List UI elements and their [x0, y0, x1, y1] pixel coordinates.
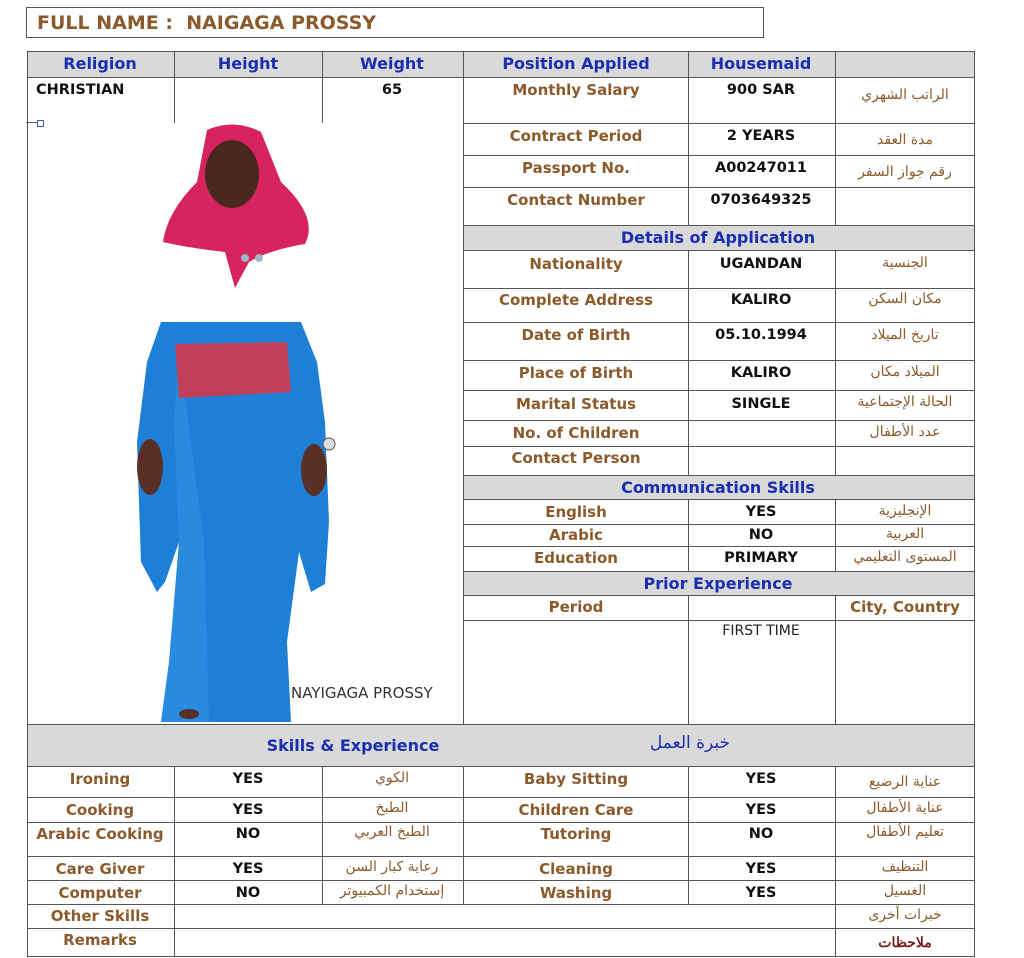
skill-care-giver-value: YES	[232, 861, 264, 877]
skill-children-care-label: Children Care	[518, 801, 634, 819]
remarks-label: Remarks	[63, 931, 137, 949]
pob-value: KALIRO	[730, 365, 792, 381]
skill-cooking-label: Cooking	[65, 801, 135, 819]
skill-baby-sitting-label: Baby Sitting	[523, 770, 629, 788]
skill-arabic-cooking-ar: الطبخ العربي	[354, 824, 430, 840]
position-applied-header: Position Applied	[502, 54, 650, 73]
skill-cleaning-label: Cleaning	[539, 860, 613, 878]
nationality-ar: الجنسية	[882, 255, 928, 271]
skill-ironing-ar: الكوي	[374, 770, 410, 786]
contract-period-value: 2 YEARS	[726, 128, 796, 144]
passport-ar: رقم جواز السفر	[858, 164, 952, 180]
full-name	[37, 12, 376, 34]
address-label: Complete Address	[498, 291, 654, 309]
full-name-label: FULL NAME :	[37, 12, 173, 34]
period-header: Period	[548, 598, 604, 616]
skills-header-ar: خبرة العمل	[649, 733, 731, 753]
remarks-ar: ملاحظات	[878, 935, 932, 951]
nationality-value: UGANDAN	[719, 256, 803, 272]
skill-tutoring-label: Tutoring	[540, 825, 612, 843]
contact-number-label: Contact Number	[507, 191, 645, 209]
skill-baby-sitting-value: YES	[745, 771, 777, 787]
address-value: KALIRO	[730, 292, 792, 308]
contract-period-ar: مدة العقد	[877, 132, 933, 148]
passport-value: A00247011	[715, 160, 807, 176]
passport-label: Passport No.	[522, 159, 630, 177]
arabic-ar: العربية	[885, 526, 925, 542]
skill-washing-ar: الغسيل	[883, 883, 927, 899]
children-ar: عدد الأطفال	[869, 424, 941, 440]
pob-ar: الميلاد مكان	[870, 364, 940, 380]
weight-header: Weight	[360, 54, 424, 73]
weight-value: 65	[381, 82, 403, 98]
dob-value: 05.10.1994	[715, 327, 807, 343]
arabic-label: Arabic	[549, 526, 603, 544]
skill-washing-label: Washing	[539, 884, 613, 902]
contact-number-value: 0703649325	[710, 192, 812, 208]
top-header-shade	[27, 51, 974, 77]
skill-cleaning-value: YES	[745, 861, 777, 877]
pob-label: Place of Birth	[518, 364, 634, 382]
skill-ironing-label: Ironing	[69, 770, 131, 788]
other-skills-ar: خبرات أخرى	[868, 907, 942, 923]
monthly-salary-label: Monthly Salary	[512, 81, 640, 99]
skill-computer-value: NO	[235, 885, 261, 901]
skill-washing-value: YES	[745, 885, 777, 901]
skill-ironing-value: YES	[232, 771, 264, 787]
skill-care-giver-ar: رعاية كبار السن	[345, 859, 439, 875]
monthly-salary-value: 900 SAR	[726, 82, 796, 98]
skill-cooking-value: YES	[232, 802, 264, 818]
contract-period-label: Contract Period	[509, 127, 643, 145]
prior-experience-value: FIRST TIME	[722, 623, 800, 639]
full-name-value: NAIGAGA PROSSY	[186, 12, 377, 34]
education-value: PRIMARY	[724, 550, 798, 566]
monthly-salary-ar: الراتب الشهري	[861, 87, 949, 103]
english-label: English	[545, 503, 607, 521]
english-ar: الإنجليزية	[878, 503, 932, 519]
applicant-figure	[29, 122, 461, 722]
skill-cleaning-ar: التنظيف	[881, 859, 929, 875]
details-header: Details of Application	[620, 228, 816, 247]
skill-arabic-cooking-label: Arabic Cooking	[36, 825, 164, 843]
marital-status-ar: الحالة الإجتماعية	[857, 394, 953, 410]
skill-tutoring-value: NO	[748, 826, 774, 842]
skills-header: Skills & Experience	[266, 736, 440, 755]
skill-baby-sitting-ar: عناية الرضيع	[868, 774, 942, 790]
other-skills-label: Other Skills	[50, 907, 150, 925]
contact-person-label: Contact Person	[511, 449, 641, 467]
prior-experience-header: Prior Experience	[643, 574, 793, 593]
dob-label: Date of Birth	[521, 326, 631, 344]
city-country-header: City, Country	[850, 598, 960, 616]
skill-computer-label: Computer	[58, 884, 142, 902]
skill-arabic-cooking-value: NO	[235, 826, 261, 842]
skill-children-care-value: YES	[745, 802, 777, 818]
nationality-label: Nationality	[529, 255, 623, 273]
children-label: No. of Children	[512, 424, 640, 442]
height-header: Height	[217, 54, 279, 73]
skill-care-giver-label: Care Giver	[55, 860, 145, 878]
religion-header: Religion	[63, 54, 137, 73]
skill-computer-ar: إستخدام الكمبيوتر	[339, 883, 445, 899]
education-ar: المستوى التعليمي	[853, 549, 957, 565]
communication-header: Communication Skills	[621, 478, 815, 497]
skills-header-shade	[27, 724, 974, 766]
applicant-photo	[29, 122, 461, 722]
education-label: Education	[534, 549, 618, 567]
arabic-value: NO	[748, 527, 774, 543]
marital-status-label: Marital Status	[515, 395, 637, 413]
full-name-box	[26, 7, 764, 38]
religion-value: CHRISTIAN	[36, 82, 125, 98]
skill-tutoring-ar: تعليم الأطفال	[866, 824, 944, 840]
address-ar: مكان السكن	[868, 291, 942, 307]
english-value: YES	[745, 504, 777, 520]
skill-children-care-ar: عناية الأطفال	[866, 800, 944, 816]
marital-status-value: SINGLE	[731, 396, 791, 412]
photo-caption: NAYIGAGA PROSSY	[291, 684, 433, 702]
dob-ar: تاريخ الميلاد	[871, 327, 939, 343]
resize-handle[interactable]	[37, 120, 44, 127]
skill-cooking-ar: الطبخ	[375, 800, 409, 816]
position-value: Housemaid	[710, 54, 812, 73]
